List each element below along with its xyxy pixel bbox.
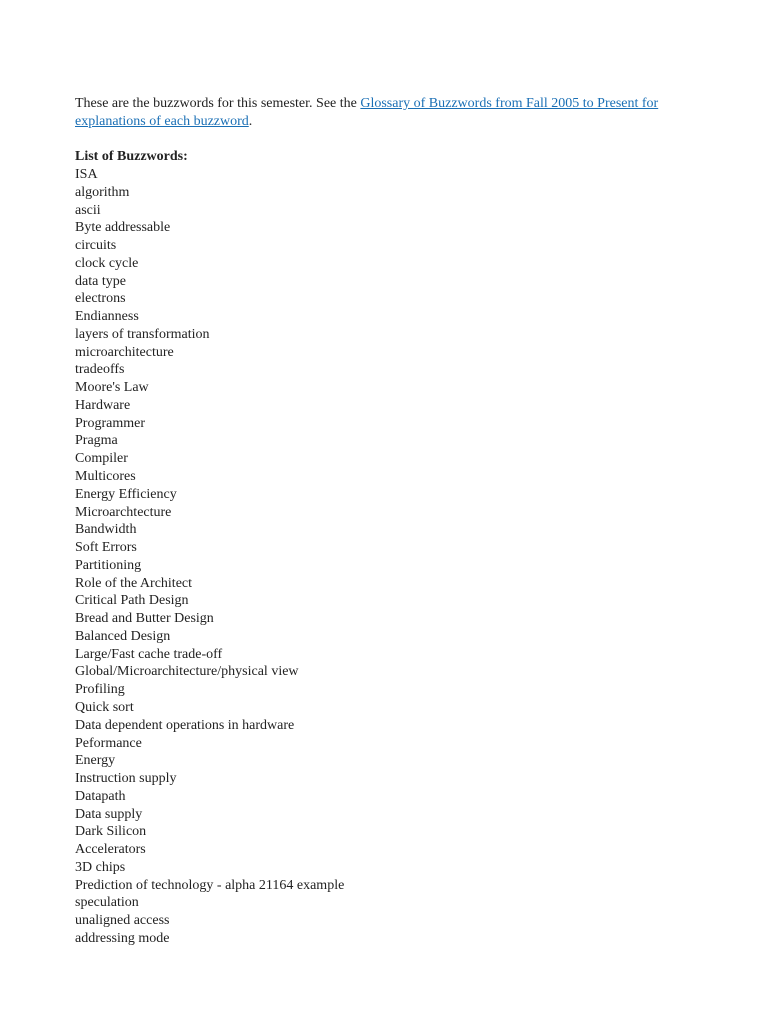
- list-item: Pragma: [75, 433, 118, 449]
- list-item: Multicores: [75, 469, 136, 485]
- list-item: ISA: [75, 167, 98, 182]
- list-item: Endianness: [75, 309, 139, 325]
- list-item: Bandwidth: [75, 522, 137, 538]
- list-item: Profiling: [75, 682, 125, 698]
- glossary-link[interactable]: Glossary of Buzzwords from Fall 2005 to Present for explanations of each buzzword: [75, 96, 659, 129]
- list-item: Data supply: [75, 806, 143, 822]
- list-item: addressing mode: [75, 930, 170, 946]
- list-heading: List of Buzzwords:: [75, 149, 188, 164]
- list-item: Moore's Law: [75, 380, 149, 396]
- list-item: Hardware: [75, 397, 131, 413]
- list-item: tradeoffs: [75, 362, 125, 378]
- list-item: circuits: [75, 238, 117, 254]
- list-item: Microarchtecture: [75, 504, 172, 520]
- list-item: Soft Errors: [75, 540, 137, 556]
- list-item: Programmer: [75, 415, 145, 431]
- list-item: Dark Silicon: [75, 824, 147, 840]
- list-item: electrons: [75, 291, 126, 307]
- list-item: Role of the Architect: [75, 575, 193, 591]
- list-item: Accelerators: [75, 842, 146, 858]
- list-item: unaligned access: [75, 913, 170, 929]
- list-item: Peformance: [75, 735, 142, 751]
- list-item: Critical Path Design: [75, 593, 189, 609]
- list-item: Energy: [75, 753, 116, 769]
- list-item: data type: [75, 273, 126, 289]
- list-item: Energy Efficiency: [75, 486, 177, 502]
- list-item: Large/Fast cache trade-off: [75, 646, 223, 662]
- document-page: [75, 95, 695, 948]
- list-item: Prediction of technology - alpha 21164 example: [75, 877, 345, 893]
- list-item: 3D chips: [75, 859, 126, 875]
- list-item: Quick sort: [75, 699, 134, 715]
- list-item: layers of transformation: [75, 326, 210, 342]
- list-item: ascii: [75, 202, 101, 218]
- list-item: microarchitecture: [75, 344, 174, 360]
- list-item: Byte addressable: [75, 220, 171, 236]
- buzzword-list: [75, 166, 695, 948]
- list-item: Bread and Butter Design: [75, 611, 214, 627]
- list-item: Instruction supply: [75, 771, 177, 787]
- intro-text: These are the buzzwords for this semester. See the: [75, 96, 361, 111]
- list-item: clock cycle: [75, 255, 139, 271]
- list-item: speculation: [75, 895, 139, 911]
- list-item: Datapath: [75, 788, 126, 804]
- intro-period: .: [248, 114, 253, 129]
- list-item: Global/Microarchitecture/physical view: [75, 664, 299, 680]
- list-item: Balanced Design: [75, 628, 171, 644]
- intro-paragraph: [75, 95, 695, 131]
- list-item: Compiler: [75, 451, 128, 467]
- list-item: algorithm: [75, 184, 130, 200]
- list-item: Partitioning: [75, 557, 142, 573]
- list-item: Data dependent operations in hardware: [75, 717, 295, 733]
